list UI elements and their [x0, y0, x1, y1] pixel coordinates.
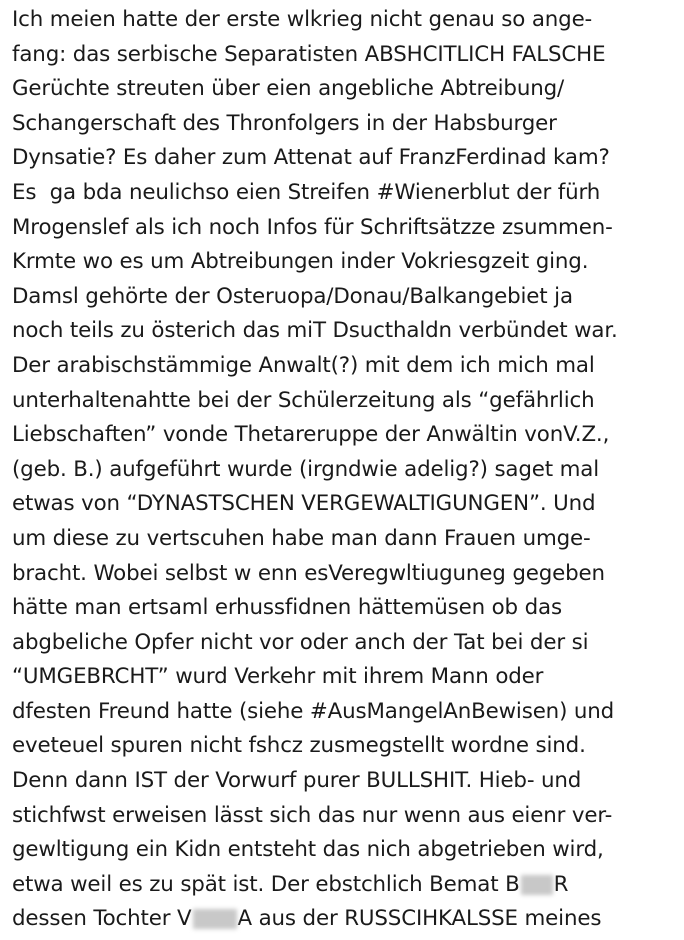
text-line-27-end: A aus der RUSSCIHKALSSE meines	[237, 906, 602, 932]
text-line-18: hätte man ertsaml erhussfidnen hättemüsen ob das	[12, 595, 562, 621]
text-line-8: Krmte wo es um Abtreibungen inder Vokriesgzeit ging.	[12, 249, 589, 275]
text-line-12: unterhaltenahtte bei der Schülerzeitung als “gefährlich	[12, 387, 595, 413]
text-line-10: noch teils zu österich das miT Dsucthaldn verbündet war.	[12, 318, 618, 344]
text-line-20: “UMGEBRCHT” wurd Verkehr mit ihrem Mann oder	[12, 664, 544, 690]
text-line-6: Es ga bda neulichso eien Streifen #Wienerblut der fürh	[12, 179, 601, 205]
text-line-26-start: etwa weil es zu spät ist. Der ebstchlich Bemat B	[12, 871, 520, 897]
text-line-23: Denn dann IST der Vorwurf purer BULLSHIT. Hieb- und	[12, 768, 582, 794]
text-line-15: etwas von “DYNASTSCHEN VERGEWALTIGUNGEN”. Und	[12, 491, 596, 517]
text-line-27-start: dessen Tochter V	[12, 906, 192, 932]
document-text	[12, 3, 680, 937]
text-line-24: stichfwst erweisen lässt sich das nur wenn aus eienr ver-	[12, 802, 613, 828]
text-line-13: Liebschaften” vonde Thetareruppe der Anwältin vonV.Z.,	[12, 422, 610, 448]
text-line-25: gewltigung ein Kidn entsteht das nich abgetrieben wird,	[12, 837, 604, 863]
text-line-7: Mrogenslef als ich noch Infos für Schriftsätzze zsummen-	[12, 214, 613, 240]
text-line-22: eveteuel spuren nicht fshcz zusmegstellt wordne sind.	[12, 733, 586, 759]
text-line-17: bracht. Wobei selbst w enn esVeregwltiuguneg gegeben	[12, 560, 605, 586]
text-line-1: Ich meien hatte der erste wlkrieg nicht genau so ange-	[12, 7, 593, 32]
redaction-blur	[521, 875, 553, 895]
text-line-21: dfesten Freund hatte (siehe #AusMangelAnBewisen) und	[12, 698, 615, 724]
text-line-4: Schangerschaft des Thronfolgers in der Habsburger	[12, 110, 557, 136]
text-line-16: um diese zu vertscuhen habe man dann Frauen umge-	[12, 525, 591, 551]
text-line-27	[12, 902, 680, 937]
text-line-2: fang: das serbische Separatisten ABSHCITLICH FALSCHE	[12, 41, 606, 67]
text-line-5: Dynsatie? Es daher zum Attenat auf FranzFerdinad kam?	[12, 145, 610, 171]
text-line-11: Der arabischstämmige Anwalt(?) mit dem ich mich mal	[12, 352, 595, 378]
text-line-19: abgbeliche Opfer nicht vor oder anch der Tat bei der si	[12, 629, 589, 655]
text-line-9: Damsl gehörte der Osteruopa/Donau/Balkangebiet ja	[12, 283, 573, 309]
redaction-blur	[193, 909, 237, 929]
text-line-3: Gerüchte streuten über eien angebliche Abtreibung/	[12, 76, 565, 102]
text-line-14: (geb. B.) aufgeführt wurde (irgndwie adelig?) saget mal	[12, 456, 600, 482]
text-line-26	[12, 868, 680, 903]
text-line-26-end: R	[553, 871, 569, 897]
